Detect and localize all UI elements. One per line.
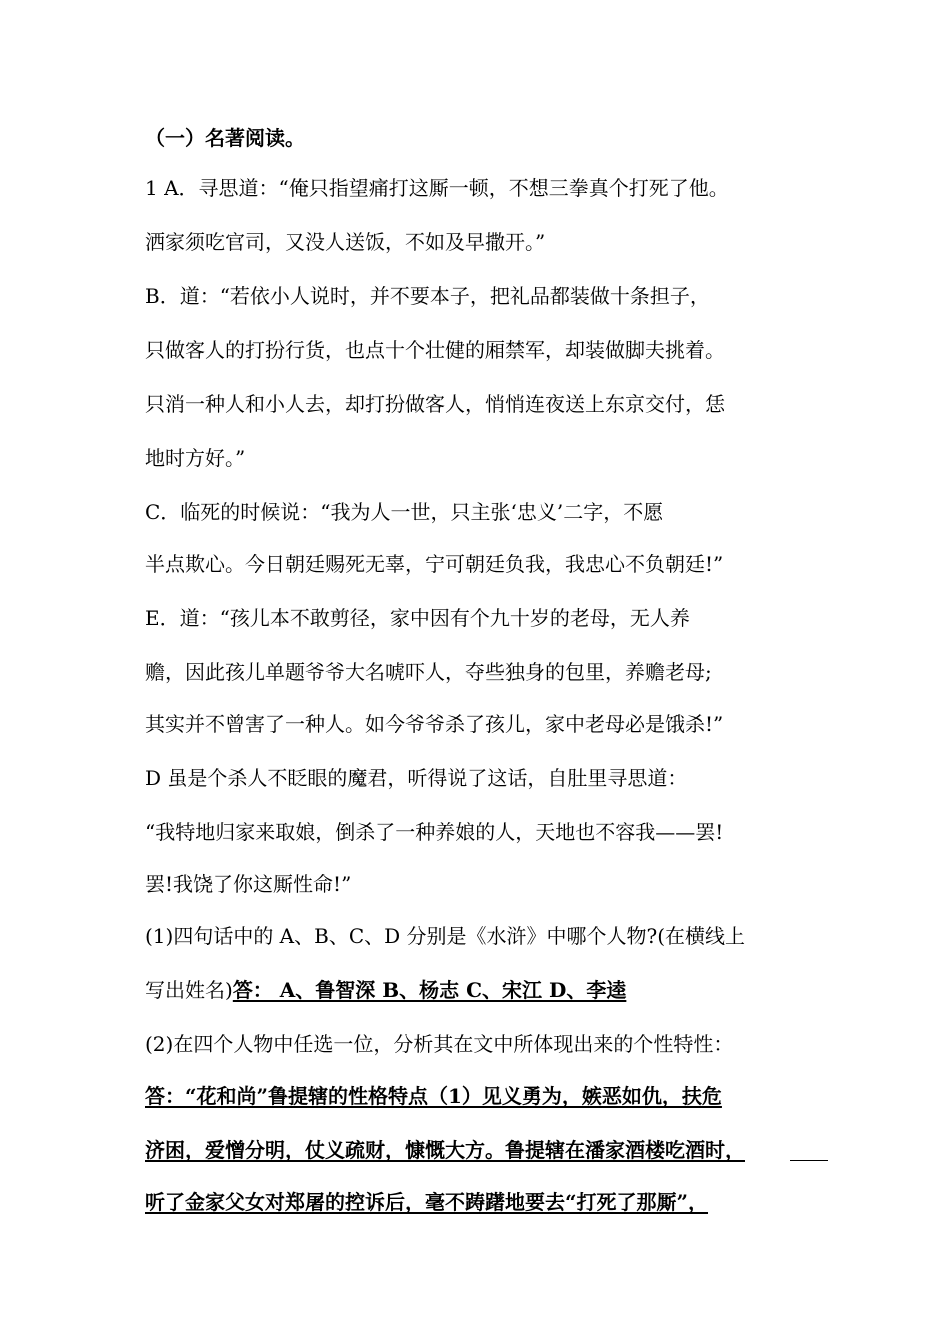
passage-b-line-4: 地时方好。” bbox=[145, 446, 246, 470]
question-2-answer-line-2: 济困，爱憎分明，仗义疏财，慷慨大方。鲁提辖在潘家酒楼吃酒时， bbox=[145, 1138, 745, 1162]
passage-a-line-2: 洒家须吃官司，又没人送饭，不如及早撒开。” bbox=[145, 230, 546, 254]
question-1-prompt-end: 写出姓名) bbox=[145, 978, 233, 1002]
passage-d-line-1: D 虽是个杀人不眨眼的魔君，听得说了这话，自肚里寻思道： bbox=[145, 766, 688, 790]
passage-d-line-3: 罢!我饶了你这厮性命!” bbox=[145, 872, 352, 896]
passage-b-line-3: 只消一种人和小人去，却打扮做客人，悄悄连夜送上东京交付，恁 bbox=[145, 392, 725, 416]
question-1-answer: 答： A、鲁智深 B、杨志 C、宋江 D、李逵 bbox=[232, 978, 627, 1002]
question-2-answer-line-1: 答：“花和尚”鲁提辖的性格特点（1）见义勇为，嫉恶如仇，扶危 bbox=[145, 1084, 722, 1108]
passage-b-line-1: B．道：“若依小人说时，并不要本子，把礼品都装做十条担子， bbox=[145, 284, 710, 308]
passage-e-line-3: 其实并不曾害了一种人。如今爷爷杀了孩儿，家中老母必是饿杀!” bbox=[145, 712, 724, 736]
question-2-answer-line-3: 听了金家父女对郑屠的控诉后，毫不踌躇地要去“打死了那厮”， bbox=[145, 1190, 709, 1214]
passage-d-line-2: “我特地归家来取娘，倒杀了一种养娘的人，天地也不容我——罢! bbox=[145, 820, 724, 844]
question-1-line-1: (1)四句话中的 A、B、C、D 分别是《水浒》中哪个人物?(在横线上 bbox=[145, 924, 746, 948]
passage-c-line-2: 半点欺心。今日朝廷赐死无辜，宁可朝廷负我，我忠心不负朝廷!” bbox=[145, 552, 724, 576]
passage-a-line-1: 1 A．寻思道：“俺只指望痛打这厮一顿，不想三拳真个打死了他。 bbox=[145, 176, 729, 200]
passage-e-line-2: 赡，因此孩儿单题爷爷大名唬吓人，夺些独身的包里，养赡老母; bbox=[145, 660, 712, 684]
passage-e-line-1: E．道：“孩儿本不敢剪径，家中因有个九十岁的老母，无人养 bbox=[145, 606, 690, 630]
answer-blank-rule bbox=[790, 1160, 828, 1161]
passage-b-line-2: 只做客人的打扮行货，也点十个壮健的厢禁军，却装做脚夫挑着。 bbox=[145, 338, 725, 362]
section-heading: （一）名著阅读。 bbox=[145, 126, 305, 150]
question-1-line-2 bbox=[145, 976, 626, 1004]
question-2-prompt: (2)在四个人物中任选一位，分析其在文中所体现出来的个性特性： bbox=[145, 1032, 734, 1056]
passage-c-line-1: C．临死的时候说：“我为人一世，只主张‘忠义’二字，不愿 bbox=[145, 500, 664, 524]
